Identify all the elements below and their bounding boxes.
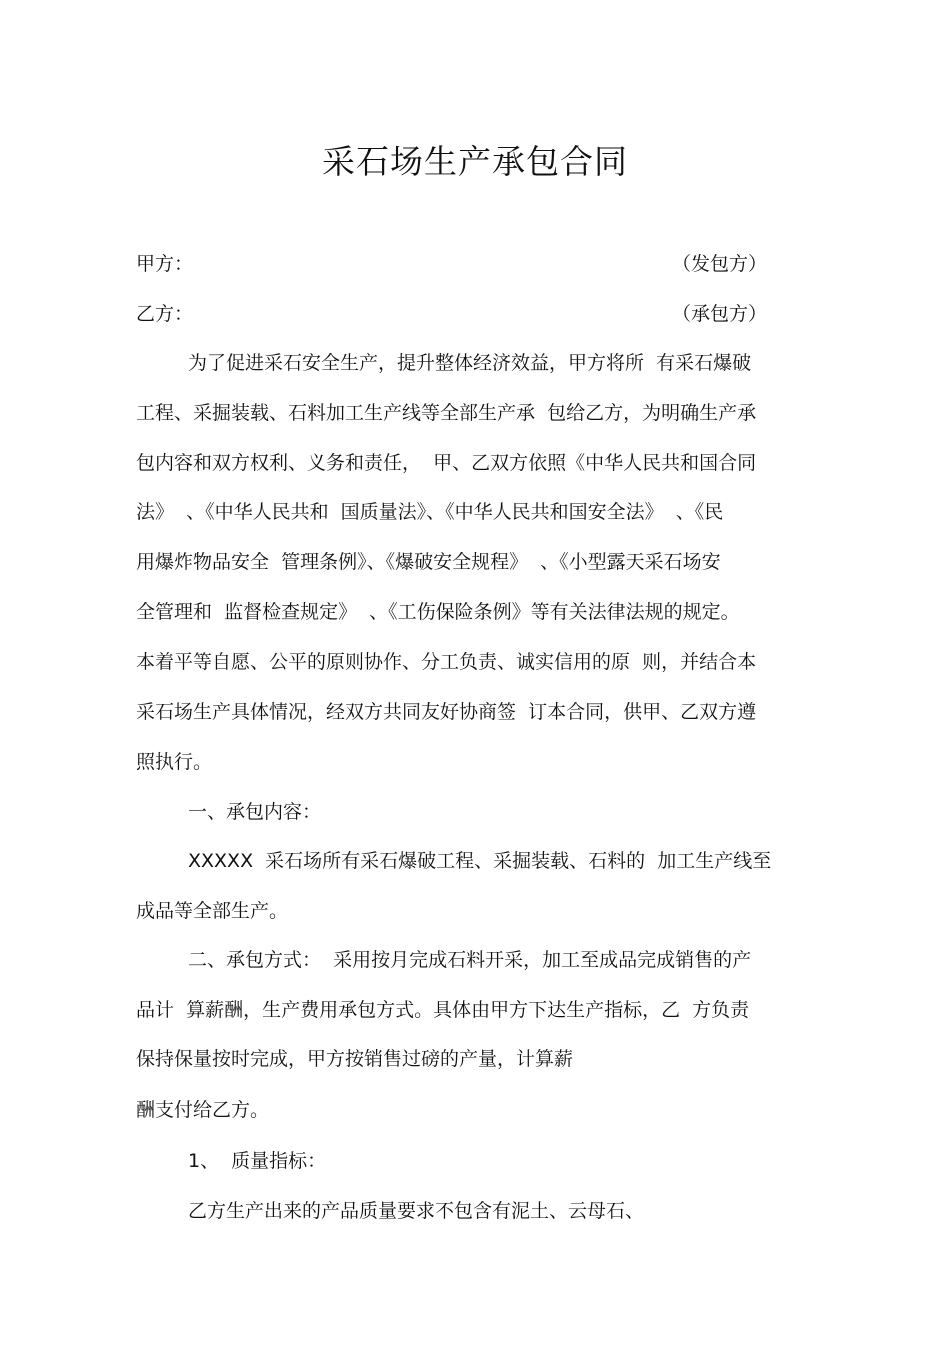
section2-line: 品计 算薪酬，生产费用承包方式。具体由甲方下达生产指标，乙 方负责 [136, 999, 750, 1021]
party-a-label: 甲方： [136, 253, 194, 275]
section2-line: 酬支付给乙方。 [136, 1099, 270, 1121]
item1-heading: 1、 质量指标： [188, 1150, 327, 1172]
section2-line: 二、承包方式： 采用按月完成石料开采，加工至成品完成销售的产 [188, 949, 752, 971]
section2-line: 保持保量按时完成，甲方按销售过磅的产量，计算薪 [136, 1048, 574, 1070]
intro-line: 用爆炸物品安全 管理条例》、《爆破安全规程》 、《小型露天采石场安 [136, 551, 721, 573]
intro-line: 包内容和双方权利、义务和责任， 甲、乙双方依照《中华人民共和国合同 [136, 452, 757, 474]
section1-heading: 一、承包内容： [188, 801, 322, 823]
party-a-role: （发包方） [672, 253, 768, 275]
intro-line: 为了促进采石安全生产，提升整体经济效益，甲方将所 有采石爆破 [188, 352, 752, 374]
intro-line: 全管理和 监督检查规定》 、《工伤保险条例》等有关法律法规的规定。 [136, 601, 740, 623]
intro-line: 采石场生产具体情况，经双方共同友好协商签 订本合同，供甲、乙双方遵 [136, 701, 757, 723]
section1-line: 成品等全部生产。 [136, 900, 289, 922]
intro-line: 工程、采掘装载、石料加工生产线等全部生产承 包给乙方，为明确生产承 [136, 402, 757, 424]
page-title: 采石场生产承包合同 [322, 142, 628, 181]
item1-body: 乙方生产出来的产品质量要求不包含有泥土、云母石、 [188, 1200, 645, 1222]
party-b-role: （承包方） [672, 303, 768, 325]
intro-line: 照执行。 [136, 751, 213, 773]
intro-line: 法》 、《中华人民共和 国质量法》、《中华人民共和国安全法》 、《民 [136, 501, 724, 523]
party-b-label: 乙方： [136, 303, 194, 325]
section1-line: XXXXX 采石场所有采石爆破工程、采掘装载、石料的 加工生产线至 [188, 850, 772, 872]
intro-line: 本着平等自愿、公平的原则协作、分工负责、诚实信用的原 则，并结合本 [136, 651, 757, 673]
